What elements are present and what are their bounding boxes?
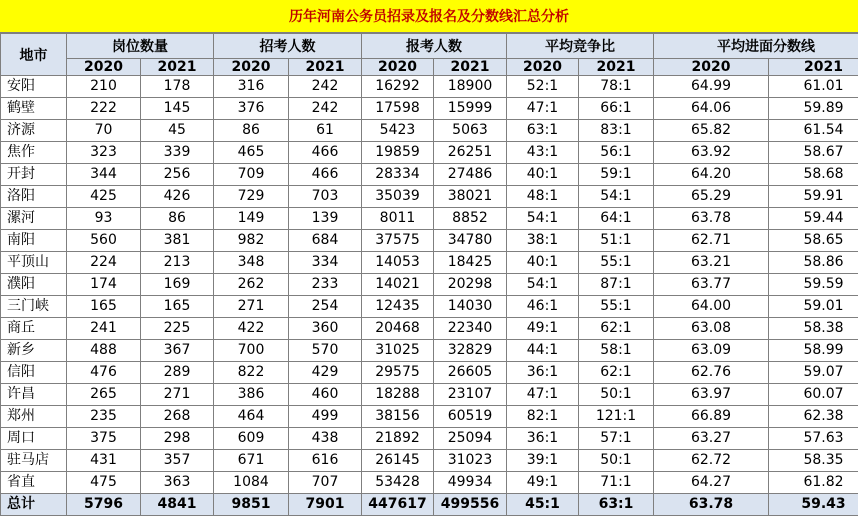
value-cell: 64.20 (654, 164, 769, 186)
value-cell: 51:1 (579, 230, 654, 252)
total-label: 总计 (1, 494, 67, 516)
city-cell: 许昌 (1, 384, 67, 406)
table-row (1, 186, 858, 208)
value-cell: 709 (214, 164, 289, 186)
value-cell: 57.63 (769, 428, 858, 450)
value-cell: 488 (67, 340, 141, 362)
value-cell: 18288 (362, 384, 434, 406)
city-cell: 济源 (1, 120, 67, 142)
total-value-cell: 63:1 (579, 494, 654, 516)
value-cell: 982 (214, 230, 289, 252)
city-cell: 安阳 (1, 76, 67, 98)
city-cell: 洛阳 (1, 186, 67, 208)
table-row (1, 450, 858, 472)
table-row (1, 296, 858, 318)
table-row (1, 208, 858, 230)
value-cell: 78:1 (579, 76, 654, 98)
value-cell: 38021 (434, 186, 507, 208)
value-cell: 438 (289, 428, 362, 450)
value-cell: 25094 (434, 428, 507, 450)
value-cell: 54:1 (507, 274, 579, 296)
value-cell: 31023 (434, 450, 507, 472)
table-row (1, 274, 858, 296)
value-cell: 59.07 (769, 362, 858, 384)
value-cell: 357 (141, 450, 214, 472)
header-year: 2020 (507, 59, 579, 76)
value-cell: 62.71 (654, 230, 769, 252)
value-cell: 426 (141, 186, 214, 208)
value-cell: 53428 (362, 472, 434, 494)
value-cell: 465 (214, 142, 289, 164)
value-cell: 40:1 (507, 164, 579, 186)
value-cell: 241 (67, 318, 141, 340)
value-cell: 169 (141, 274, 214, 296)
value-cell: 298 (141, 428, 214, 450)
value-cell: 48:1 (507, 186, 579, 208)
value-cell: 235 (67, 406, 141, 428)
value-cell: 60519 (434, 406, 507, 428)
value-cell: 210 (67, 76, 141, 98)
value-cell: 59.01 (769, 296, 858, 318)
table-row (1, 318, 858, 340)
value-cell: 58.35 (769, 450, 858, 472)
value-cell: 344 (67, 164, 141, 186)
total-value-cell: 447617 (362, 494, 434, 516)
value-cell: 242 (289, 76, 362, 98)
header-year: 2021 (434, 59, 507, 76)
table-body (1, 76, 858, 494)
value-cell: 36:1 (507, 428, 579, 450)
value-cell: 139 (289, 208, 362, 230)
value-cell: 256 (141, 164, 214, 186)
value-cell: 12435 (362, 296, 434, 318)
value-cell: 58.67 (769, 142, 858, 164)
value-cell: 5063 (434, 120, 507, 142)
value-cell: 18425 (434, 252, 507, 274)
value-cell: 5423 (362, 120, 434, 142)
value-cell: 64.27 (654, 472, 769, 494)
value-cell: 145 (141, 98, 214, 120)
value-cell: 58.65 (769, 230, 858, 252)
value-cell: 616 (289, 450, 362, 472)
value-cell: 55:1 (579, 296, 654, 318)
value-cell: 46:1 (507, 296, 579, 318)
value-cell: 63.08 (654, 318, 769, 340)
value-cell: 49:1 (507, 318, 579, 340)
value-cell: 63.09 (654, 340, 769, 362)
city-cell: 三门峡 (1, 296, 67, 318)
value-cell: 62:1 (579, 362, 654, 384)
value-cell: 375 (67, 428, 141, 450)
value-cell: 63.78 (654, 208, 769, 230)
value-cell: 16292 (362, 76, 434, 98)
value-cell: 271 (141, 384, 214, 406)
value-cell: 671 (214, 450, 289, 472)
value-cell: 262 (214, 274, 289, 296)
value-cell: 560 (67, 230, 141, 252)
value-cell: 59.59 (769, 274, 858, 296)
value-cell: 32829 (434, 340, 507, 362)
value-cell: 20298 (434, 274, 507, 296)
total-value-cell: 9851 (214, 494, 289, 516)
value-cell: 58.99 (769, 340, 858, 362)
header-year: 2021 (141, 59, 214, 76)
value-cell: 59:1 (579, 164, 654, 186)
value-cell: 63.77 (654, 274, 769, 296)
value-cell: 50:1 (579, 450, 654, 472)
value-cell: 83:1 (579, 120, 654, 142)
value-cell: 425 (67, 186, 141, 208)
city-cell: 驻马店 (1, 450, 67, 472)
city-cell: 鹤壁 (1, 98, 67, 120)
value-cell: 14021 (362, 274, 434, 296)
value-cell: 14030 (434, 296, 507, 318)
value-cell: 57:1 (579, 428, 654, 450)
value-cell: 66:1 (579, 98, 654, 120)
value-cell: 19859 (362, 142, 434, 164)
value-cell: 684 (289, 230, 362, 252)
value-cell: 476 (67, 362, 141, 384)
value-cell: 464 (214, 406, 289, 428)
value-cell: 460 (289, 384, 362, 406)
value-cell: 360 (289, 318, 362, 340)
header-year: 2020 (214, 59, 289, 76)
city-cell: 濮阳 (1, 274, 67, 296)
value-cell: 65.82 (654, 120, 769, 142)
value-cell: 822 (214, 362, 289, 384)
value-cell: 17598 (362, 98, 434, 120)
value-cell: 50:1 (579, 384, 654, 406)
value-cell: 224 (67, 252, 141, 274)
value-cell: 334 (289, 252, 362, 274)
value-cell: 233 (289, 274, 362, 296)
header-row-groups (1, 34, 858, 59)
value-cell: 1084 (214, 472, 289, 494)
total-value-cell: 7901 (289, 494, 362, 516)
value-cell: 225 (141, 318, 214, 340)
table-row (1, 384, 858, 406)
value-cell: 55:1 (579, 252, 654, 274)
city-cell: 南阳 (1, 230, 67, 252)
table-row (1, 406, 858, 428)
value-cell: 59.91 (769, 186, 858, 208)
city-cell: 省直 (1, 472, 67, 494)
city-cell: 平顶山 (1, 252, 67, 274)
value-cell: 49:1 (507, 472, 579, 494)
table-row (1, 120, 858, 142)
value-cell: 86 (214, 120, 289, 142)
city-cell: 漯河 (1, 208, 67, 230)
value-cell: 44:1 (507, 340, 579, 362)
value-cell: 22340 (434, 318, 507, 340)
value-cell: 429 (289, 362, 362, 384)
value-cell: 38:1 (507, 230, 579, 252)
value-cell: 363 (141, 472, 214, 494)
value-cell: 63.21 (654, 252, 769, 274)
value-cell: 87:1 (579, 274, 654, 296)
city-cell: 新乡 (1, 340, 67, 362)
value-cell: 56:1 (579, 142, 654, 164)
value-cell: 386 (214, 384, 289, 406)
sheet-title: 历年河南公务员招录及报名及分数线汇总分析 (0, 0, 858, 33)
value-cell: 431 (67, 450, 141, 472)
value-cell: 58.68 (769, 164, 858, 186)
value-cell: 65.29 (654, 186, 769, 208)
header-year: 2021 (769, 59, 858, 76)
value-cell: 54:1 (507, 208, 579, 230)
city-cell: 开封 (1, 164, 67, 186)
value-cell: 37575 (362, 230, 434, 252)
value-cell: 466 (289, 142, 362, 164)
value-cell: 64.99 (654, 76, 769, 98)
value-cell: 570 (289, 340, 362, 362)
header-city: 地市 (1, 34, 67, 76)
value-cell: 21892 (362, 428, 434, 450)
value-cell: 62:1 (579, 318, 654, 340)
value-cell: 39:1 (507, 450, 579, 472)
value-cell: 58:1 (579, 340, 654, 362)
value-cell: 222 (67, 98, 141, 120)
value-cell: 40:1 (507, 252, 579, 274)
value-cell: 348 (214, 252, 289, 274)
value-cell: 34780 (434, 230, 507, 252)
value-cell: 62.38 (769, 406, 858, 428)
value-cell: 45 (141, 120, 214, 142)
value-cell: 729 (214, 186, 289, 208)
city-cell: 信阳 (1, 362, 67, 384)
value-cell: 62.76 (654, 362, 769, 384)
total-value-cell: 499556 (434, 494, 507, 516)
value-cell: 499 (289, 406, 362, 428)
value-cell: 61.82 (769, 472, 858, 494)
value-cell: 271 (214, 296, 289, 318)
header-year: 2020 (67, 59, 141, 76)
table-row (1, 362, 858, 384)
header-year: 2021 (289, 59, 362, 76)
value-cell: 165 (67, 296, 141, 318)
city-cell: 周口 (1, 428, 67, 450)
value-cell: 14053 (362, 252, 434, 274)
data-table (0, 33, 858, 516)
value-cell: 58.86 (769, 252, 858, 274)
table-row (1, 142, 858, 164)
value-cell: 18900 (434, 76, 507, 98)
value-cell: 703 (289, 186, 362, 208)
value-cell: 700 (214, 340, 289, 362)
value-cell: 15999 (434, 98, 507, 120)
value-cell: 8852 (434, 208, 507, 230)
value-cell: 339 (141, 142, 214, 164)
value-cell: 31025 (362, 340, 434, 362)
value-cell: 20468 (362, 318, 434, 340)
value-cell: 47:1 (507, 384, 579, 406)
header-row-years (1, 59, 858, 76)
table-row (1, 98, 858, 120)
value-cell: 149 (214, 208, 289, 230)
value-cell: 64:1 (579, 208, 654, 230)
value-cell: 43:1 (507, 142, 579, 164)
value-cell: 26145 (362, 450, 434, 472)
value-cell: 27486 (434, 164, 507, 186)
header-group: 岗位数量 (67, 34, 214, 59)
value-cell: 35039 (362, 186, 434, 208)
city-cell: 商丘 (1, 318, 67, 340)
value-cell: 60.07 (769, 384, 858, 406)
table-row (1, 252, 858, 274)
value-cell: 38156 (362, 406, 434, 428)
value-cell: 323 (67, 142, 141, 164)
header-group: 招考人数 (214, 34, 362, 59)
value-cell: 66.89 (654, 406, 769, 428)
value-cell: 82:1 (507, 406, 579, 428)
value-cell: 62.72 (654, 450, 769, 472)
value-cell: 254 (289, 296, 362, 318)
value-cell: 36:1 (507, 362, 579, 384)
value-cell: 265 (67, 384, 141, 406)
value-cell: 23107 (434, 384, 507, 406)
value-cell: 121:1 (579, 406, 654, 428)
value-cell: 71:1 (579, 472, 654, 494)
header-group: 平均竞争比 (507, 34, 654, 59)
header-group: 平均进面分数线 (654, 34, 858, 59)
value-cell: 165 (141, 296, 214, 318)
total-value-cell: 4841 (141, 494, 214, 516)
value-cell: 58.38 (769, 318, 858, 340)
value-cell: 316 (214, 76, 289, 98)
table-row (1, 340, 858, 362)
value-cell: 29575 (362, 362, 434, 384)
value-cell: 54:1 (579, 186, 654, 208)
value-cell: 26605 (434, 362, 507, 384)
table-row (1, 428, 858, 450)
value-cell: 61 (289, 120, 362, 142)
value-cell: 26251 (434, 142, 507, 164)
value-cell: 381 (141, 230, 214, 252)
value-cell: 64.00 (654, 296, 769, 318)
value-cell: 61.54 (769, 120, 858, 142)
value-cell: 242 (289, 98, 362, 120)
value-cell: 59.89 (769, 98, 858, 120)
value-cell: 422 (214, 318, 289, 340)
table-row (1, 164, 858, 186)
value-cell: 213 (141, 252, 214, 274)
value-cell: 8011 (362, 208, 434, 230)
value-cell: 466 (289, 164, 362, 186)
total-value-cell: 63.78 (654, 494, 769, 516)
header-year: 2020 (654, 59, 769, 76)
value-cell: 178 (141, 76, 214, 98)
value-cell: 49934 (434, 472, 507, 494)
value-cell: 367 (141, 340, 214, 362)
value-cell: 64.06 (654, 98, 769, 120)
total-value-cell: 5796 (67, 494, 141, 516)
value-cell: 93 (67, 208, 141, 230)
header-group: 报考人数 (362, 34, 507, 59)
total-value-cell: 45:1 (507, 494, 579, 516)
value-cell: 609 (214, 428, 289, 450)
value-cell: 63.92 (654, 142, 769, 164)
value-cell: 268 (141, 406, 214, 428)
total-value-cell: 59.43 (769, 494, 858, 516)
value-cell: 52:1 (507, 76, 579, 98)
value-cell: 475 (67, 472, 141, 494)
city-cell: 郑州 (1, 406, 67, 428)
value-cell: 28334 (362, 164, 434, 186)
value-cell: 47:1 (507, 98, 579, 120)
value-cell: 376 (214, 98, 289, 120)
value-cell: 70 (67, 120, 141, 142)
table-row (1, 472, 858, 494)
value-cell: 174 (67, 274, 141, 296)
total-row (1, 494, 858, 516)
value-cell: 63.27 (654, 428, 769, 450)
value-cell: 59.44 (769, 208, 858, 230)
city-cell: 焦作 (1, 142, 67, 164)
value-cell: 86 (141, 208, 214, 230)
value-cell: 289 (141, 362, 214, 384)
value-cell: 63.97 (654, 384, 769, 406)
value-cell: 707 (289, 472, 362, 494)
value-cell: 63:1 (507, 120, 579, 142)
table-row (1, 76, 858, 98)
header-year: 2020 (362, 59, 434, 76)
table-row (1, 230, 858, 252)
value-cell: 61.01 (769, 76, 858, 98)
header-year: 2021 (579, 59, 654, 76)
